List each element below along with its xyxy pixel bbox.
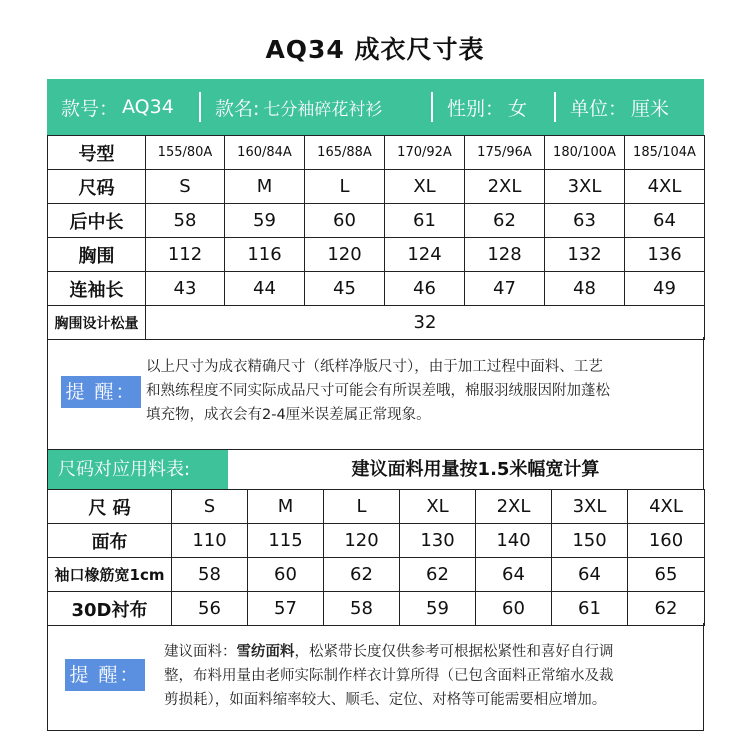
table-cell: 170/92A	[385, 136, 465, 170]
table-cell: 62	[324, 558, 400, 592]
table-cell: 48	[545, 272, 625, 306]
reminder-line: 剪损耗），如面料缩率较大、顺毛、定位、对格等可能需要相应增加。	[164, 692, 607, 708]
table-row	[48, 524, 705, 558]
reminder-box	[47, 337, 704, 450]
table-row	[48, 136, 705, 170]
gender-value: 女	[508, 97, 528, 120]
row-label: 号型	[48, 136, 146, 170]
table-cell: S	[172, 490, 248, 524]
table-cell: 58	[172, 558, 248, 592]
table-cell: 58	[146, 204, 225, 238]
table-cell: 62	[628, 592, 705, 626]
fabric-reminder-box	[47, 623, 704, 731]
table-cell: M	[248, 490, 324, 524]
table-row	[48, 238, 705, 272]
reminder-line: 整，布料用量由老师实际制作样衣计算所得（已包含面料正常缩水及裁	[164, 668, 614, 684]
reminder-line	[164, 640, 701, 664]
table-cell: 165/88A	[305, 136, 385, 170]
table-cell: 59	[225, 204, 305, 238]
table-cell: 61	[385, 204, 465, 238]
suggested-fabric: 雪纺面料	[236, 644, 295, 660]
gender	[433, 79, 554, 135]
table-cell: XL	[400, 490, 476, 524]
table-cell: 63	[545, 204, 625, 238]
row-label: 尺 码	[48, 490, 172, 524]
table-row	[48, 272, 705, 306]
fabric-section-desc: 建议面料用量按1.5米幅宽计算	[351, 459, 600, 480]
table-cell: 4XL	[625, 170, 705, 204]
table-row	[48, 306, 705, 340]
row-label: 连袖长	[48, 272, 146, 306]
page-title: AQ34 成衣尺寸表	[265, 35, 485, 64]
table-cell: 43	[146, 272, 225, 306]
style-name-label: 款名:	[215, 97, 260, 120]
table-cell: 61	[552, 592, 628, 626]
table-cell: 132	[545, 238, 625, 272]
table-cell: 4XL	[628, 490, 705, 524]
table-cell: 115	[248, 524, 324, 558]
table-cell: L	[324, 490, 400, 524]
table-cell: 65	[628, 558, 705, 592]
style-number	[47, 79, 199, 135]
table-cell: XL	[385, 170, 465, 204]
table-cell: 175/96A	[465, 136, 545, 170]
row-label: 袖口橡筋宽1cm	[48, 558, 172, 592]
reminder-line: 以上尺寸为成衣精确尺寸（纸样净版尺寸），由于加工过程中面料、工艺	[146, 359, 603, 375]
table-cell: 136	[625, 238, 705, 272]
table-cell: 60	[476, 592, 552, 626]
table-cell: 2XL	[476, 490, 552, 524]
style-number-label: 款号：	[61, 97, 119, 120]
table-cell: 58	[324, 592, 400, 626]
table-cell: 160/84A	[225, 136, 305, 170]
style-number-value: AQ34	[122, 96, 174, 118]
table-cell: 64	[476, 558, 552, 592]
fabric-section-tag: 尺码对应用料表:	[48, 450, 228, 489]
row-label: 30D衬布	[48, 592, 172, 626]
table-cell: 62	[400, 558, 476, 592]
row-label: 尺码	[48, 170, 146, 204]
table-cell: S	[146, 170, 225, 204]
table-cell: 60	[248, 558, 324, 592]
reminder-badge: 提 醒：	[65, 659, 145, 691]
size-table	[47, 135, 705, 340]
row-label: 胸围	[48, 238, 146, 272]
table-row	[48, 592, 705, 626]
reminder-badge: 提 醒：	[61, 376, 141, 408]
table-cell: 3XL	[552, 490, 628, 524]
row-label: 胸围设计松量	[48, 306, 146, 340]
style-name	[201, 79, 431, 135]
table-cell: 45	[305, 272, 385, 306]
fabric-reminder-text	[164, 640, 701, 712]
fabric-section-header	[47, 450, 704, 489]
table-cell: 47	[465, 272, 545, 306]
table-cell: 57	[248, 592, 324, 626]
table-cell: 185/104A	[625, 136, 705, 170]
table-cell: 64	[625, 204, 705, 238]
table-cell: L	[305, 170, 385, 204]
table-cell: 59	[400, 592, 476, 626]
gender-label: 性别：	[447, 97, 505, 120]
suggested-fabric-label: 建议面料：	[164, 644, 237, 660]
ease-value: 32	[146, 306, 705, 340]
table-cell: 62	[465, 204, 545, 238]
table-cell: 160	[628, 524, 705, 558]
table-cell: 150	[552, 524, 628, 558]
table-cell: 2XL	[465, 170, 545, 204]
fabric-table	[47, 489, 705, 626]
reminder-line: 和熟练程度不同实际成品尺寸可能会有所误差哦，棉服羽绒服因附加蓬松	[146, 383, 610, 399]
table-cell: M	[225, 170, 305, 204]
table-cell: 64	[552, 558, 628, 592]
row-label: 后中长	[48, 204, 146, 238]
table-cell: 124	[385, 238, 465, 272]
table-cell: 120	[324, 524, 400, 558]
unit-label: 单位：	[570, 97, 628, 120]
unit-value: 厘米	[631, 97, 670, 120]
spec-header-bar	[47, 79, 704, 135]
table-cell: 180/100A	[545, 136, 625, 170]
table-cell: 140	[476, 524, 552, 558]
table-row	[48, 490, 705, 524]
table-cell: 49	[625, 272, 705, 306]
table-cell: 130	[400, 524, 476, 558]
reminder-text	[146, 355, 701, 427]
table-row	[48, 170, 705, 204]
table-row	[48, 204, 705, 238]
row-label: 面布	[48, 524, 172, 558]
reminder-line: 填充物，成衣会有2-4厘米误差属正常现象。	[146, 407, 431, 423]
table-cell: 155/80A	[146, 136, 225, 170]
table-cell: 44	[225, 272, 305, 306]
table-cell: 110	[172, 524, 248, 558]
table-row	[48, 558, 705, 592]
reminder-line-rest: ，松紧带长度仅供参考可根据松紧性和喜好自行调	[294, 644, 614, 660]
table-cell: 112	[146, 238, 225, 272]
table-cell: 56	[172, 592, 248, 626]
unit	[556, 79, 702, 135]
style-name-value: 七分袖碎花衬衫	[263, 99, 383, 120]
table-cell: 60	[305, 204, 385, 238]
table-cell: 120	[305, 238, 385, 272]
table-cell: 46	[385, 272, 465, 306]
table-cell: 116	[225, 238, 305, 272]
table-cell: 3XL	[545, 170, 625, 204]
table-cell: 128	[465, 238, 545, 272]
